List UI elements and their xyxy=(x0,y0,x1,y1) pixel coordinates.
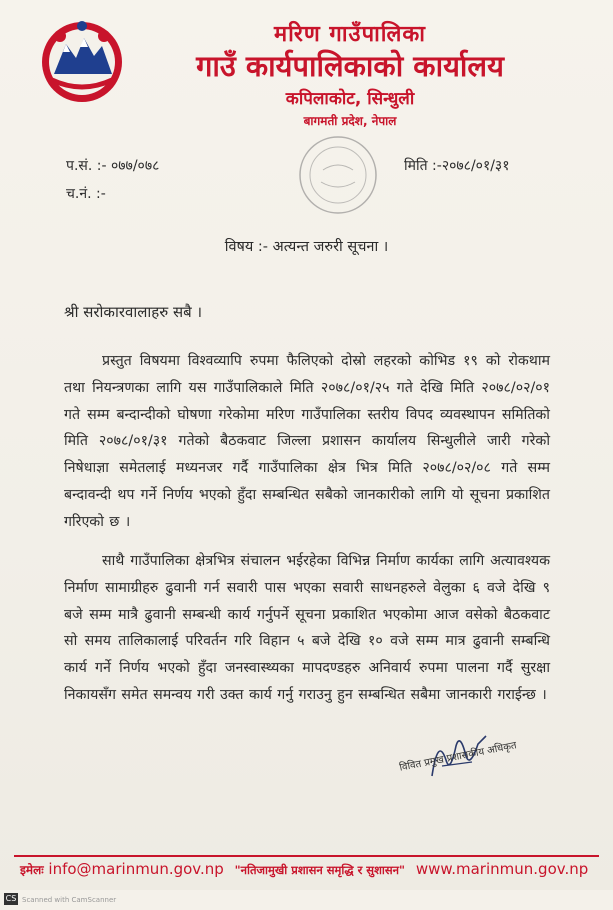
footer-divider xyxy=(14,855,599,857)
email-label: इमेलः xyxy=(20,863,44,877)
office-address: कपिलाकोट, सिन्धुली xyxy=(285,89,415,109)
scanner-watermark: Scanned with CamScanner xyxy=(22,896,117,904)
subject-line: विषय :- अत्यन्त जरुरी सूचना । xyxy=(224,239,389,255)
camscanner-badge-icon: CS xyxy=(5,894,17,903)
signatory-title: विवित प्रमुख प्रशासकीय अधिकृत xyxy=(398,740,518,774)
email-link[interactable]: info@marinmun.gov.np xyxy=(48,860,224,878)
nepal-emblem-icon xyxy=(36,14,128,106)
province-country: बागमती प्रदेश, नेपाल xyxy=(303,114,397,128)
office-name: गाउँ कार्यपालिकाको कार्यालय xyxy=(196,49,504,83)
dispatch-number: च.नं. :- xyxy=(66,186,106,202)
footer xyxy=(20,860,600,878)
letter-date: मिति :-२०७८/०१/३१ xyxy=(404,158,510,174)
salutation: श्री सरोकारवालाहरु सबै । xyxy=(64,303,203,321)
slogan: "नतिजामुखी प्रशासन समृद्धि र सुशासन" xyxy=(234,863,406,877)
municipality-name: मरिण गाउँपालिका xyxy=(274,22,426,47)
body-paragraph-1: प्रस्तुत विषयमा विश्वव्यापि रुपमा फैलिएको दोस्रो लहरको कोभिड १९ को रोकथाम तथा नियन्त्रणका लागि यस गाउँपालिकाले मिति २०७८/०१/२५ गते देखि मिति २०७८/०२/०१ गते सम्म बन्दान्दीको घोषणा गरेकोमा मरिण गाउँपालिका स्तरीय विपद व्यवस्थापन समितिको मिति २०७८/०१/३१ गतेको बैठकवाट जिल्ला प्रशासन कार्यालय सिन्धुलीले जारी गरेको निषेधाज्ञा समेतलाई मध्यनजर गर्दै गाउँपालिका क्षेत्र भित्र मिति २०७८/०२/०८ गते सम्म बन्दावन्दी थप गर्ने निर्णय भएको हुँदा सम्बन्धित सबैको जानकारीको लागि यो सूचना प्रकाशित गरिएको छ । xyxy=(64,353,550,530)
office-stamp-icon xyxy=(293,130,383,220)
reference-number: प.सं. :- ०७७/०७८ xyxy=(66,158,160,174)
body-paragraph-2: साथै गाउँपालिका क्षेत्रभित्र संचालन भईरहेका विभिन्न निर्माण कार्यका लागि अत्यावश्यक निर्माण सामाग्रीहरु ढुवानी गर्न सवारी पास भएका सवारी साधनहरुले वेलुका ६ वजे देखि ९ बजे सम्म मात्रै ढुवानी सम्बन्धी कार्य गर्नुपर्ने सूचना प्रकाशित भएकोमा आज वसेको बैठकवाट सो समय तालिकालाई परिवर्तन गरि विहान ५ बजे देखि १० वजे सम्म मात्र ढुवानी सम्बन्धि कार्य गर्ने निर्णय भएको हुँदा जनस्वास्थ्यका मापदण्डहरु अनिवार्य रुपमा पालना गर्दै सुरक्षा निकायसँग समेत समन्वय गरी उक्त कार्य गर्नु गराउनु हुन सम्बन्धित सबैमा जानकारी गराईन्छ । xyxy=(64,553,550,703)
website-link[interactable]: www.marinmun.gov.np xyxy=(415,860,589,878)
